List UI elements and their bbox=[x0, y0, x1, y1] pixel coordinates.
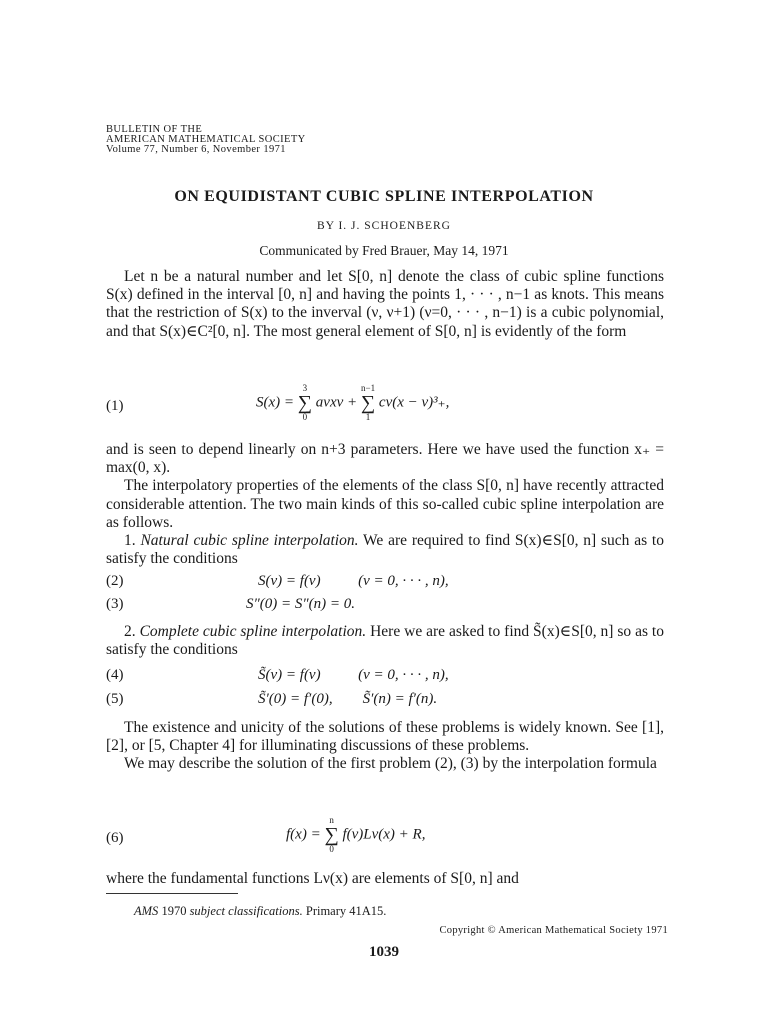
summation-symbol bbox=[324, 816, 338, 854]
sigma-icon: ∑ bbox=[297, 392, 313, 414]
list-number: 2. bbox=[124, 623, 140, 640]
sum-lower-limit: 0 bbox=[329, 844, 334, 854]
paragraph-text-rest: Here we are asked to find S̃(x)∈S[0, n] so as to satisfy the conditions bbox=[106, 623, 664, 659]
footnote-primary: Primary 41A15. bbox=[302, 904, 387, 918]
equation-number: (4) bbox=[106, 667, 124, 683]
equation-number: (5) bbox=[106, 691, 124, 707]
sum-lower-limit: 0 bbox=[302, 412, 308, 422]
equation-text: cν(x − ν)³₊, bbox=[378, 394, 450, 411]
paragraph-block bbox=[106, 623, 664, 659]
sigma-icon: ∑ bbox=[360, 392, 376, 414]
equation-number: (2) bbox=[106, 573, 124, 589]
journal-header bbox=[106, 125, 306, 155]
page-number: 1039 bbox=[369, 944, 399, 960]
sum-upper-limit: n−1 bbox=[361, 383, 376, 393]
journal-header-line: AMERICAN MATHEMATICAL SOCIETY bbox=[106, 134, 306, 145]
sigma-icon: ∑ bbox=[324, 824, 339, 846]
summation-symbol bbox=[298, 384, 312, 422]
equation-body: S″(0) = S″(n) = 0. bbox=[246, 596, 355, 612]
paragraph-text-rest: We are required to find S(x)∈S[0, n] such as to satisfy the conditions bbox=[106, 532, 664, 568]
paragraph-intro bbox=[106, 268, 664, 341]
equation-text: S(x) = bbox=[256, 394, 298, 411]
journal-header-line: Volume 77, Number 6, November 1971 bbox=[106, 144, 286, 155]
equation-body: S̃′(0) = f′(0), S̃′(n) = f′(n). bbox=[258, 691, 438, 707]
footnote-ams: AMS bbox=[134, 904, 159, 918]
equation-body: S(ν) = f(ν) (ν = 0, · · · , n), bbox=[258, 573, 449, 589]
paragraph-text: Let n be a natural number and let S[0, n] denote the class of cubic spline functions S(x) defined in the interval [0, n] and having the points 1, · · · , n−1 as knots. This means that the restriction of S(x) to the inverval (ν, ν+1) (ν=0, · · · , n−1) is a cubic polynomial, and that S(x)∈C²[0, n]. The most general element of S[0, n] is evidently of the form bbox=[106, 268, 664, 340]
equation-text: aνxν + bbox=[315, 394, 361, 411]
copyright-notice: Copyright © American Mathematical Society 1971 bbox=[439, 925, 668, 936]
article-title: ON EQUIDISTANT CUBIC SPLINE INTERPOLATION bbox=[174, 188, 594, 205]
footnote-year: 1970 bbox=[158, 904, 190, 918]
sum-upper-limit: n bbox=[329, 815, 334, 825]
list-number: 1. bbox=[124, 532, 141, 550]
paragraph-block bbox=[106, 870, 664, 888]
paragraph-block bbox=[106, 719, 664, 774]
paragraph-text: We may describe the solution of the first problem (2), (3) by the interpolation formula bbox=[124, 755, 657, 773]
paragraph-text: The existence and unicity of the solutions of these problems is widely known. See [1], [2], or [5, Chapter 4] for illuminating discussions of these problems. bbox=[106, 719, 664, 755]
equation-body bbox=[256, 384, 449, 422]
author-line: BY I. J. SCHOENBERG bbox=[317, 220, 451, 232]
footnote bbox=[134, 904, 386, 919]
equation-body bbox=[286, 816, 425, 854]
equation-number: (3) bbox=[106, 596, 124, 612]
equation-text: f(x) = bbox=[286, 826, 325, 843]
paragraph-text bbox=[106, 532, 664, 568]
equation-number: (6) bbox=[106, 830, 124, 846]
section-heading-italic: Complete cubic spline interpolation. bbox=[139, 623, 367, 640]
footnote-divider bbox=[106, 893, 238, 894]
summation-symbol bbox=[361, 384, 375, 422]
equation-number: (1) bbox=[106, 398, 124, 414]
sum-lower-limit: 1 bbox=[365, 412, 371, 422]
equation-text: f(ν)Lν(x) + R, bbox=[342, 826, 426, 843]
equation-body: S̃(ν) = f(ν) (ν = 0, · · · , n), bbox=[258, 667, 449, 683]
communicated-line: Communicated by Fred Brauer, May 14, 1971 bbox=[259, 243, 509, 258]
paragraph-text: where the fundamental functions Lν(x) are elements of S[0, n] and bbox=[106, 870, 519, 887]
section-heading-italic: Natural cubic spline interpolation. bbox=[140, 532, 359, 550]
paragraph-text: The interpolatory properties of the elements of the class S[0, n] have recently attracted considerable attention. The two main kinds of this so-called cubic spline interpolation are as follows. bbox=[106, 477, 664, 531]
paragraph-text bbox=[106, 623, 664, 659]
journal-header-line: BULLETIN OF THE bbox=[106, 124, 203, 135]
footnote-subject: subject classifications. bbox=[189, 904, 303, 918]
paragraph-block bbox=[106, 441, 664, 568]
paragraph-text: and is seen to depend linearly on n+3 parameters. Here we have used the function x₊ = max(0, x). bbox=[106, 441, 664, 477]
sum-upper-limit: 3 bbox=[302, 383, 308, 393]
